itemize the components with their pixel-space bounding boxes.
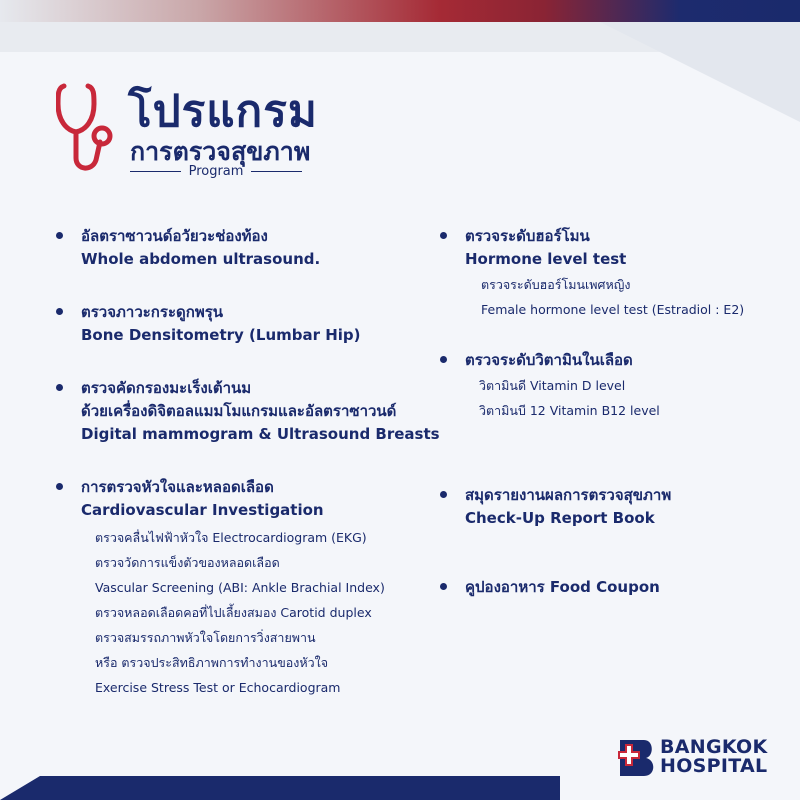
item-thai: ตรวจภาวะกระดูกพรุน bbox=[81, 303, 224, 321]
sub-list bbox=[81, 525, 436, 700]
bullet bbox=[56, 483, 63, 490]
item-thai: อัลตราซาวนด์อวัยวะช่องท้อง bbox=[81, 227, 268, 245]
page-subtitle: การตรวจสุขภาพ bbox=[130, 137, 311, 166]
sub-list bbox=[465, 272, 780, 322]
list-item bbox=[440, 350, 780, 423]
bullet bbox=[56, 384, 63, 391]
item-thai: คูปองอาหาร Food Coupon bbox=[465, 578, 660, 596]
item-english: Bone Densitometry (Lumbar Hip) bbox=[81, 326, 361, 344]
bullet bbox=[440, 491, 447, 498]
sub-item: ตรวจคลื่นไฟฟ้าหัวใจ Electrocardiogram (EKG) bbox=[95, 530, 367, 545]
background-corner-shape bbox=[600, 22, 800, 122]
brand-line2: HOSPITAL bbox=[660, 755, 768, 777]
bullet bbox=[440, 356, 447, 363]
item-thai: ตรวจคัดกรองมะเร็งเต้านม bbox=[81, 379, 252, 397]
item-thai: ตรวจระดับวิตามินในเลือด bbox=[465, 351, 633, 369]
item-thai: การตรวจหัวใจและหลอดเลือด bbox=[81, 478, 274, 496]
hospital-cross-icon bbox=[618, 738, 656, 778]
stethoscope-icon bbox=[56, 80, 118, 180]
left-column bbox=[56, 226, 440, 700]
sub-item: วิตามินบี 12 Vitamin B12 level bbox=[479, 403, 660, 418]
bullet bbox=[56, 308, 63, 315]
program-label: Program bbox=[188, 164, 244, 179]
top-gradient-bar bbox=[0, 0, 800, 22]
brand-line1: BANGKOK bbox=[660, 736, 768, 758]
sub-item: Female hormone level test (Estradiol : E2) bbox=[481, 302, 745, 317]
bullet bbox=[56, 232, 63, 239]
bullet bbox=[440, 232, 447, 239]
item-thai: สมุดรายงานผลการตรวจสุขภาพ bbox=[465, 486, 672, 504]
bottom-navy-strip bbox=[0, 776, 560, 800]
item-thai: ตรวจระดับฮอร์โมน bbox=[465, 227, 590, 245]
list-item bbox=[440, 577, 780, 597]
right-column bbox=[440, 226, 780, 597]
sub-item: หรือ ตรวจประสิทธิภาพการทำงานของหัวใจ bbox=[95, 655, 329, 670]
sub-item: ตรวจระดับฮอร์โมนเพศหญิง bbox=[481, 277, 631, 292]
list-item bbox=[440, 485, 780, 531]
list-item bbox=[56, 226, 436, 272]
item-english: Cardiovascular Investigation bbox=[81, 501, 324, 519]
sub-item: ตรวจสมรรถภาพหัวใจโดยการวิ่งสายพาน bbox=[95, 630, 316, 645]
bangkok-hospital-logo bbox=[618, 738, 778, 780]
list-item bbox=[56, 477, 436, 700]
item-thai-line2: ด้วยเครื่องดิจิตอลแมมโมแกรมและอัลตราซาวนด์ bbox=[81, 402, 397, 420]
item-english: Whole abdomen ultrasound. bbox=[81, 250, 321, 268]
sub-item: Vascular Screening (ABI: Ankle Brachial Index) bbox=[95, 580, 385, 595]
divider bbox=[130, 171, 181, 172]
sub-item: วิตามินดี Vitamin D level bbox=[479, 378, 626, 393]
divider bbox=[251, 171, 302, 172]
brand-name bbox=[660, 738, 768, 776]
sub-item: Exercise Stress Test or Echocardiogram bbox=[95, 680, 341, 695]
sub-item: ตรวจวัดการแข็งตัวของหลอดเลือด bbox=[95, 555, 280, 570]
page-title: โปรแกรม bbox=[128, 86, 318, 137]
bullet bbox=[440, 583, 447, 590]
item-english: Hormone level test bbox=[465, 250, 627, 268]
list-item bbox=[56, 378, 440, 447]
program-caption bbox=[130, 164, 302, 179]
sub-list bbox=[465, 373, 780, 423]
list-item bbox=[56, 302, 436, 348]
item-english: Digital mammogram & Ultrasound Breasts bbox=[81, 425, 440, 443]
sub-item: ตรวจหลอดเลือดคอที่ไปเลี้ยงสมอง Carotid duplex bbox=[95, 605, 372, 620]
item-english: Check-Up Report Book bbox=[465, 509, 655, 527]
list-item bbox=[440, 226, 780, 322]
